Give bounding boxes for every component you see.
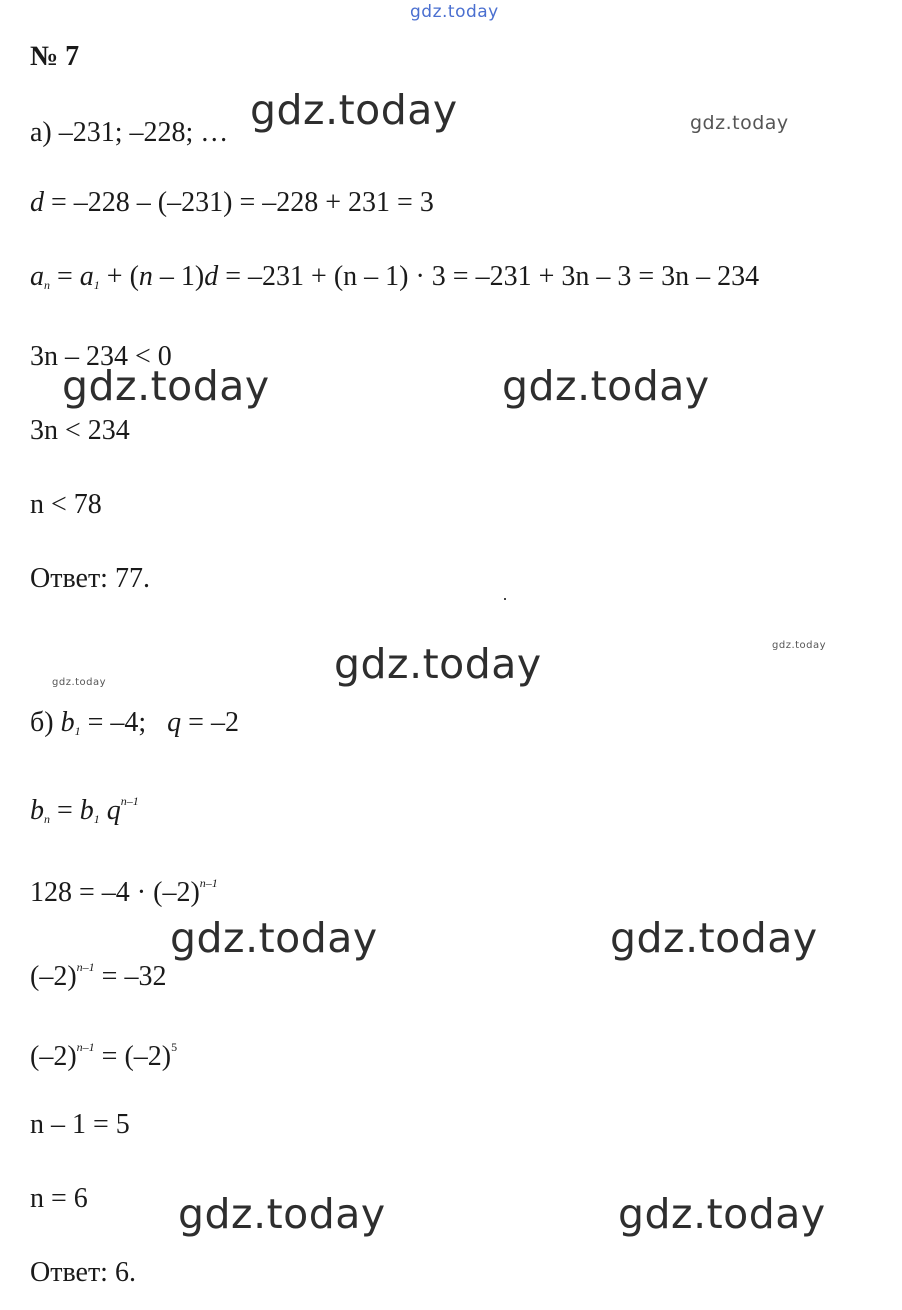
b-1-symbol: $b_1$ (60, 707, 81, 738)
watermark: gdz.today (334, 640, 542, 688)
power-eq-rhs: = –32 (101, 961, 167, 992)
watermark: gdz.today (178, 1190, 386, 1238)
stray-dot (504, 598, 506, 600)
watermark: gdz.today (502, 362, 710, 410)
substitution-calc: 128 = –4 · (–2) (30, 877, 200, 908)
nth-term-calc: = –231 + (n – 1) · 3 = –231 + 3n – 3 = 3n – 234 (225, 261, 760, 292)
watermark: gdz.today (610, 914, 818, 962)
watermark: gdz.today (52, 677, 107, 688)
watermark: gdz.today (618, 1190, 826, 1238)
d-variable: d (30, 187, 44, 218)
watermark: gdz.today (772, 640, 827, 651)
watermark: gdz.today (690, 112, 789, 134)
part-a-inequality-1: 3n – 234 < 0 (30, 341, 172, 372)
part-b-answer: Ответ: 6. (30, 1257, 136, 1288)
problem-number: № 7 (30, 41, 80, 72)
q-symbol: q (167, 707, 182, 738)
part-a-nth-term: $a_n = a_1 + (n - 1)d = -231 + (n - 1) \cdot 3 = -231 + 3n - 3 = 3n - 234$ (30, 261, 760, 292)
difference-calc: = –228 – (–231) = –228 + 231 = 3 (51, 187, 434, 218)
part-b-label: б) (30, 707, 54, 738)
part-b-given (30, 706, 239, 748)
watermark: gdz.today (250, 86, 458, 134)
part-b-n-value: n = 6 (30, 1183, 88, 1214)
part-b-substitution: $128 = -4 \cdot (-2)^{n-1}$ (30, 876, 218, 908)
part-b-formula: $b_n = b_1$ $q^{n-1}$ (30, 794, 139, 826)
a-n-symbol: $a_n$ (30, 261, 50, 292)
a-1-symbol: $a_1$ (79, 261, 100, 292)
b1-value: = –4; (87, 707, 147, 738)
part-a-answer: Ответ: 77. (30, 563, 150, 594)
part-b-power-eq-2: $(-2)^{n-1} = (-2)^5$ (30, 1040, 178, 1072)
q-value: = –2 (188, 707, 239, 738)
watermark: gdz.today (62, 362, 270, 410)
part-b-exponent-eq: n – 1 = 5 (30, 1109, 130, 1140)
power-eq-2-rhs: = (–2) (101, 1041, 172, 1072)
part-a-difference (30, 186, 434, 220)
part-a-sequence: а) –231; –228; … (30, 117, 229, 148)
part-b-power-eq: $(-2)^{n-1} = -32$ (30, 960, 167, 992)
watermark-top[interactable]: gdz.today (410, 2, 499, 22)
part-a-inequality-3: n < 78 (30, 489, 102, 520)
watermark: gdz.today (170, 914, 378, 962)
part-a-inequality-2: 3n < 234 (30, 415, 130, 446)
